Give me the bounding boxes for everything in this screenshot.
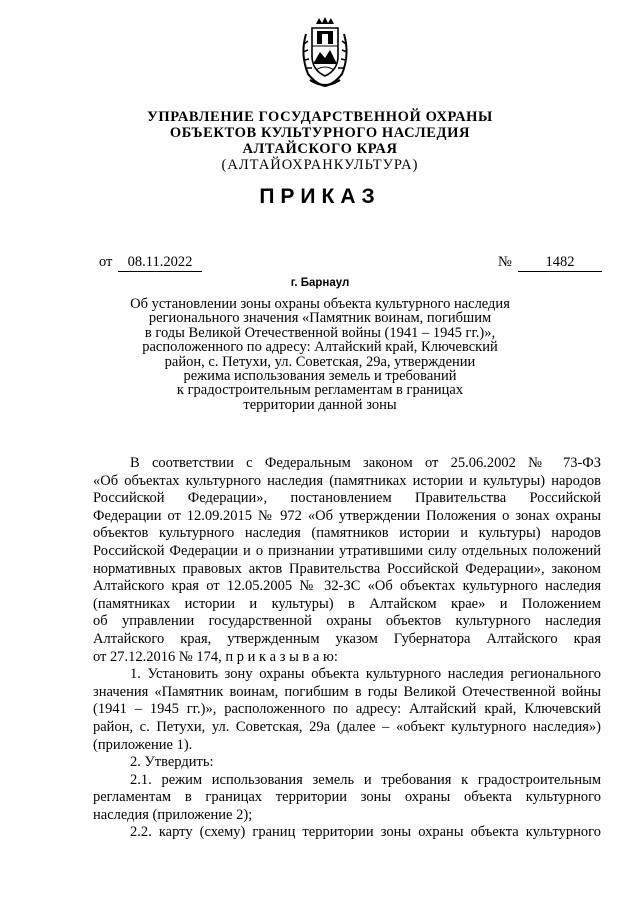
order-date: 08.11.2022 [118,253,202,272]
body-text-line: Российской Федерации», постановлением Правительства Российской [93,490,601,507]
document-type-title: ПРИКАЗ [259,185,381,208]
body-text-line: нормативных правовых актов Правительства Российской Федерации», законом [93,560,601,577]
body-text-line: район, с. Петухи, ул. Советская, 29а (далее – «объект культурного наследия») [93,718,601,735]
body-text-line: 1. Установить зону охраны объекта культурного наследия регионального [130,666,601,683]
subject-line: регионального значения «Памятник воинам, погибшим [148,310,492,327]
organization-name-line-3: АЛТАЙСКОГО КРАЯ [242,141,398,157]
subject-line: район, с. Петухи, ул. Советская, 29а, утверждении [164,353,476,370]
body-text-line: Алтайского края, утвержденным указом Губернатора Алтайского края [93,630,601,647]
body-text-line: Федерации от 12.09.2015 № 972 «Об утверждении Положения о зонах охраны [93,507,601,524]
subject-line: расположенного по адресу: Алтайский край, Ключевский [142,339,498,356]
body-text-line: Российской Федерации и о признании утратившими силу отдельных положений [93,542,601,559]
subject-line: Об установлении зоны охраны объекта культурного наследия [130,296,510,312]
subject-line: к градостроительным регламентам в границах [176,382,464,399]
body-text-line: 2. Утвердить: [130,754,214,771]
body-text-line: В соответствии с Федеральным законом от 25.06.2002 № 73-ФЗ [130,455,601,471]
body-text-line: значения «Памятник воинам, погибшим в годы Великой Отечественной войны [93,683,601,700]
body-text-line: от 27.12.2016 № 174, п р и к а з ы в а ю: [93,648,338,665]
body-text-line: объектов культурного наследия (памятников истории и культуры) народов [93,525,601,542]
body-text-line: 2.2. карту (схему) границ территории зоны охраны объекта культурного [130,824,601,841]
date-prefix: от [99,254,113,270]
body-text-line: наследия (приложение 2); [93,806,253,823]
body-text-line: 2.1. режим использования земель и требования к градостроительным [130,771,601,788]
organization-short-name: (АЛТАЙОХРАНКУЛЬТУРА) [221,157,419,173]
body-text-line: (приложение 1). [93,736,193,753]
body-text-line: (памятниках истории и культуры) в Алтайском крае» и Положением [93,595,601,612]
organization-name-line-2: ОБЪЕКТОВ КУЛЬТУРНОГО НАСЛЕДИЯ [169,125,471,141]
organization-name-line-1: УПРАВЛЕНИЕ ГОСУДАРСТВЕННОЙ ОХРАНЫ [147,109,493,125]
subject-line: в годы Великой Отечественной войны (1941 – 1945 гг.)», [144,324,496,341]
city-name: г. Барнаул [290,277,350,289]
body-text-line: об управлении государственной охраны объектов культурного наследия [93,613,601,630]
subject-line: режима использования земель и требований [183,368,457,385]
body-text-line: Алтайского края от 12.05.2005 № 32-ЗС «Об объектах культурного наследия [93,578,601,595]
body-text-line: регламентам в границах территории зоны охраны объекта культурного [93,789,601,806]
order-body [93,455,601,842]
body-text-line: (1941 – 1945 гг.)», расположенного по адресу: Алтайский край, Ключевский [93,701,601,718]
subject-line: территории данной зоны [243,396,397,413]
order-number: 1482 [518,253,602,272]
body-text-line: «Об объектах культурного наследия (памятниках истории и культуры) народов [93,472,601,489]
order-subject [120,297,520,412]
number-prefix: № [498,254,512,270]
coat-of-arms-emblem [296,14,354,90]
